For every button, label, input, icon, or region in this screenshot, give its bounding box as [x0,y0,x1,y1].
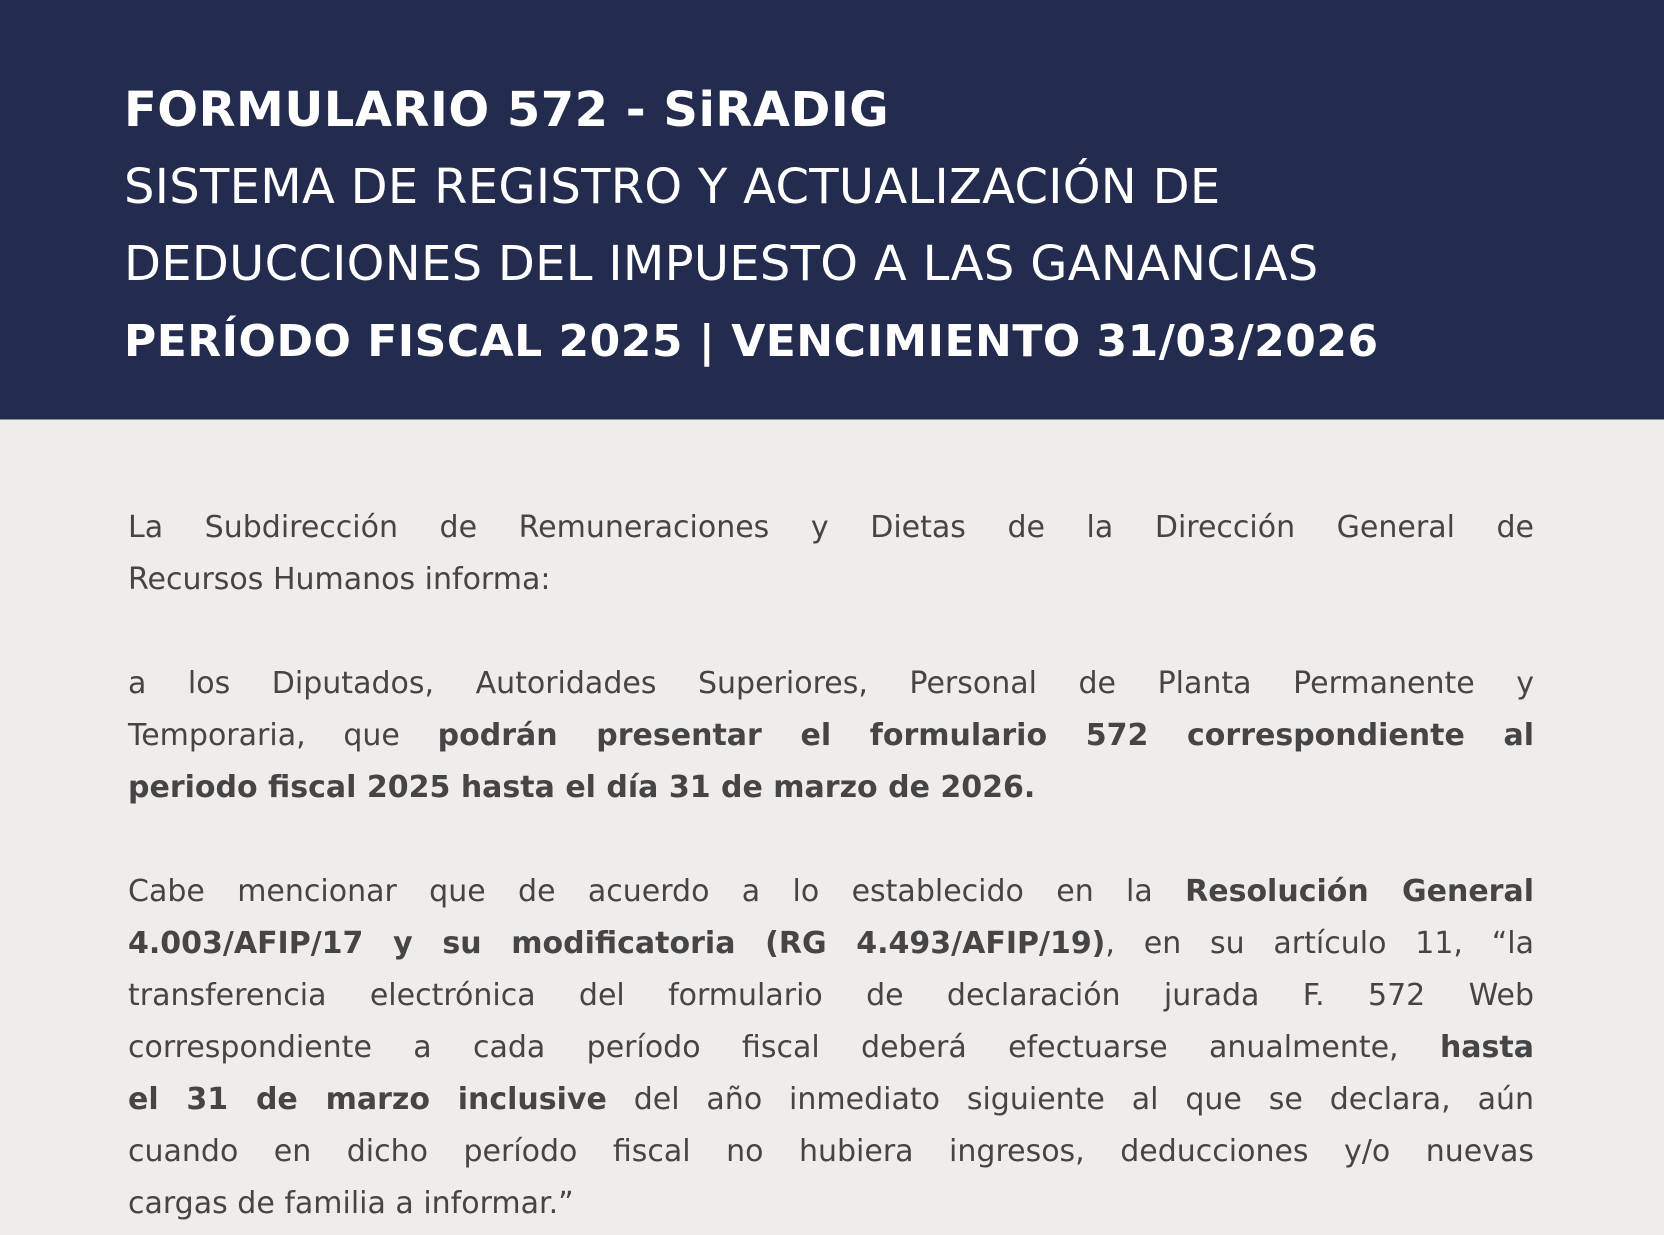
system-subtitle-line2: DEDUCCIONES DEL IMPUESTO A LAS GANANCIAS [124,236,1319,292]
text: Recursos Humanos informa: [128,562,551,597]
text: La Subdirección de Remuneraciones y Dietas de la Dirección General de [128,510,1534,545]
text: cargas de familia a informar.” [128,1186,574,1221]
text: Temporaria, que [128,718,438,753]
bold-text: hasta [1439,1030,1534,1065]
text-line [128,658,1534,710]
fiscal-period-deadline: PERÍODO FISCAL 2025 | VENCIMIENTO 31/03/2026 [124,316,1379,367]
text: cuando en dicho período fiscal no hubiera ingresos, deducciones y/o nuevas [128,1134,1534,1169]
text: del año inmediato siguiente al que se declara, aún [606,1082,1534,1117]
text-line [128,1074,1534,1126]
bold-text: Resolución General [1185,874,1534,909]
paragraph [128,866,1534,1230]
text: Cabe mencionar que de acuerdo a lo establecido en la [128,874,1186,909]
bold-text: podrán presentar el formulario 572 correspondiente al [437,718,1534,753]
form-title: FORMULARIO 572 - SiRADIG [124,82,890,138]
bold-text: el 31 de marzo inclusive [128,1082,607,1117]
text: , en su artículo 11, “la [1105,926,1534,961]
text: correspondiente a cada período fiscal deberá efectuarse anualmente, [128,1030,1440,1065]
header-banner [0,0,1664,420]
text-line [128,502,1534,554]
bold-text: periodo fiscal 2025 hasta el día 31 de marzo de 2026. [128,770,1036,805]
text: transferencia electrónica del formulario de declaración jurada F. 572 Web [128,978,1534,1013]
text-line [128,1178,1534,1230]
text-line [128,970,1534,1022]
text-line [128,762,1534,814]
text-line [128,918,1534,970]
announcement-body [0,420,1664,1230]
text: a los Diputados, Autoridades Superiores, Personal de Planta Permanente y [128,666,1534,701]
text-line [128,866,1534,918]
system-subtitle-line1: SISTEMA DE REGISTRO Y ACTUALIZACIÓN DE [124,159,1221,215]
paragraph [128,502,1534,606]
bold-text: 4.003/AFIP/17 y su modificatoria (RG 4.493/AFIP/19) [128,926,1106,961]
text-line [128,554,1534,606]
text-line [128,1022,1534,1074]
text-line [128,1126,1534,1178]
paragraph [128,658,1534,814]
text-line [128,710,1534,762]
